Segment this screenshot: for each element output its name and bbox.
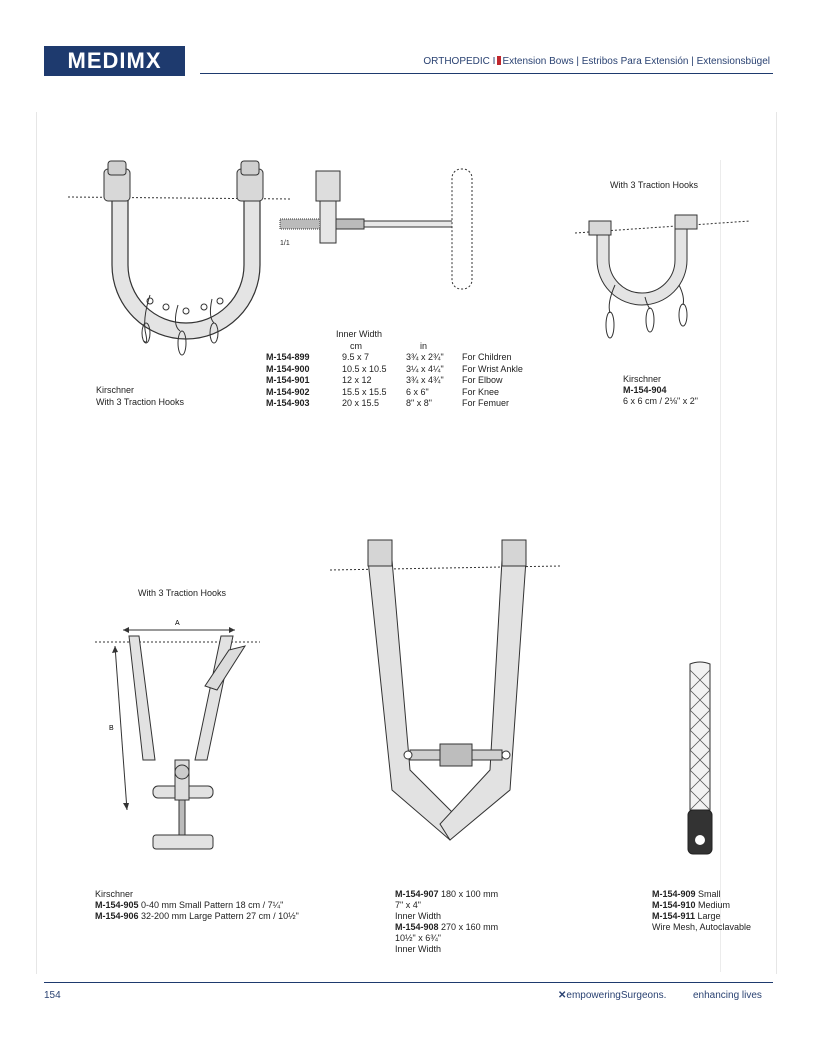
product-size: 270 x 160 mm: [441, 922, 499, 932]
size-in: 3¼ x 4¼": [406, 363, 444, 374]
footer-tagline-primary: [558, 990, 666, 1001]
brand-logo: MEDIMX: [44, 46, 185, 76]
list-item: [95, 911, 299, 923]
product-code: M-154-909: [652, 889, 696, 899]
usage: For Wrist Ankle: [462, 363, 523, 374]
product-size: 6 x 6 cm / 2⅛" x 2": [623, 396, 698, 406]
product-code: M-154-900: [266, 363, 310, 374]
product-code: M-154-903: [266, 398, 310, 408]
inner-width-label: Inner Width: [395, 944, 442, 954]
large-bow-illustration: [330, 530, 560, 860]
dim-a-label: A: [175, 620, 180, 627]
product-size-in: 7" x 4": [395, 900, 421, 910]
product-code: M-154-908: [395, 922, 439, 932]
usage: For Children: [462, 352, 512, 362]
top-right-caption: Kirschner: [623, 374, 662, 384]
inner-width-spec-table: [266, 329, 523, 410]
header-title: Extension Bows | Estribos Para Extensión | Extensionsbügel: [502, 56, 770, 67]
table-row: [266, 387, 523, 399]
table-row: [266, 375, 523, 387]
table-row: [266, 352, 523, 364]
product-size-in: 10½" x 6¾": [395, 933, 441, 943]
adjustable-bow-illustration: [95, 610, 265, 860]
spec-header-cm: cm: [350, 340, 362, 351]
bottom-left-heading: With 3 Traction Hooks: [138, 588, 227, 598]
list-item: [652, 900, 730, 912]
product-description: Large: [697, 911, 721, 921]
usage: For Knee: [462, 386, 500, 397]
list-item: [95, 900, 283, 912]
product-code: M-154-904: [623, 385, 667, 395]
inner-width-label: Inner Width: [395, 911, 442, 921]
page-number: 154: [44, 990, 61, 1001]
list-item: [395, 922, 498, 934]
header-rule: [200, 73, 773, 74]
footer-tagline-secondary: enhancing lives: [693, 990, 762, 1001]
scale-label: 1/1: [280, 240, 290, 247]
product-description: Small: [698, 889, 721, 899]
header-title-bar: [340, 56, 770, 67]
product-code: M-154-901: [266, 375, 310, 385]
product-code: M-154-906: [95, 911, 139, 921]
size-cm: 10.5 x 10.5: [342, 363, 387, 374]
product-size: 180 x 100 mm: [441, 889, 499, 899]
list-item: [652, 911, 721, 923]
wire-mesh-illustration: [680, 660, 720, 860]
product-code: M-154-905: [95, 900, 139, 910]
kirschner-caption: Kirschner: [96, 385, 135, 395]
size-in: 3¾ x 2¾": [406, 352, 444, 362]
size-cm: 12 x 12: [342, 375, 372, 385]
product-code: M-154-911: [652, 911, 696, 921]
size-cm: 20 x 15.5: [342, 398, 380, 408]
size-in: 8" x 8": [406, 398, 432, 408]
product-code: M-154-910: [652, 900, 696, 910]
traction-hooks-caption: With 3 Traction Hooks: [96, 397, 185, 407]
table-row: [266, 398, 523, 410]
size-in: 3¾ x 4¾": [406, 375, 444, 385]
brand-mark-icon: ✕: [558, 990, 567, 1001]
header-marker: [497, 56, 501, 65]
product-code: M-154-907: [395, 889, 439, 899]
list-item: [395, 889, 498, 901]
product-description: 0-40 mm Small Pattern 18 cm / 7¼": [141, 900, 284, 910]
product-note: Wire Mesh, Autoclavable: [652, 922, 752, 932]
tagline-text: empoweringSurgeons.: [566, 990, 667, 1001]
spec-header-label: Inner Width: [336, 329, 383, 339]
product-description: 32-200 mm Large Pattern 27 cm / 10½": [141, 911, 299, 921]
product-code: M-154-902: [266, 386, 310, 397]
bottom-left-caption: Kirschner: [95, 889, 134, 899]
size-cm: 9.5 x 7: [342, 352, 370, 362]
tension-key-illustration: [272, 165, 492, 290]
product-code: M-154-899: [266, 352, 310, 362]
usage: For Femuer: [462, 398, 510, 408]
product-description: Medium: [698, 900, 731, 910]
usage: For Elbow: [462, 375, 503, 385]
size-in: 6 x 6": [406, 386, 429, 397]
kirschner-bow-illustration: [60, 155, 290, 370]
table-row: [266, 364, 523, 376]
list-item: [652, 889, 721, 901]
size-cm: 15.5 x 15.5: [342, 386, 387, 397]
dim-b-label: B: [109, 725, 114, 732]
footer-rule: [44, 982, 773, 983]
small-bow-illustration: [575, 205, 750, 350]
header-category: ORTHOPEDIC I: [423, 56, 496, 67]
top-right-heading: With 3 Traction Hooks: [610, 180, 699, 190]
spec-header-in: in: [420, 340, 428, 351]
